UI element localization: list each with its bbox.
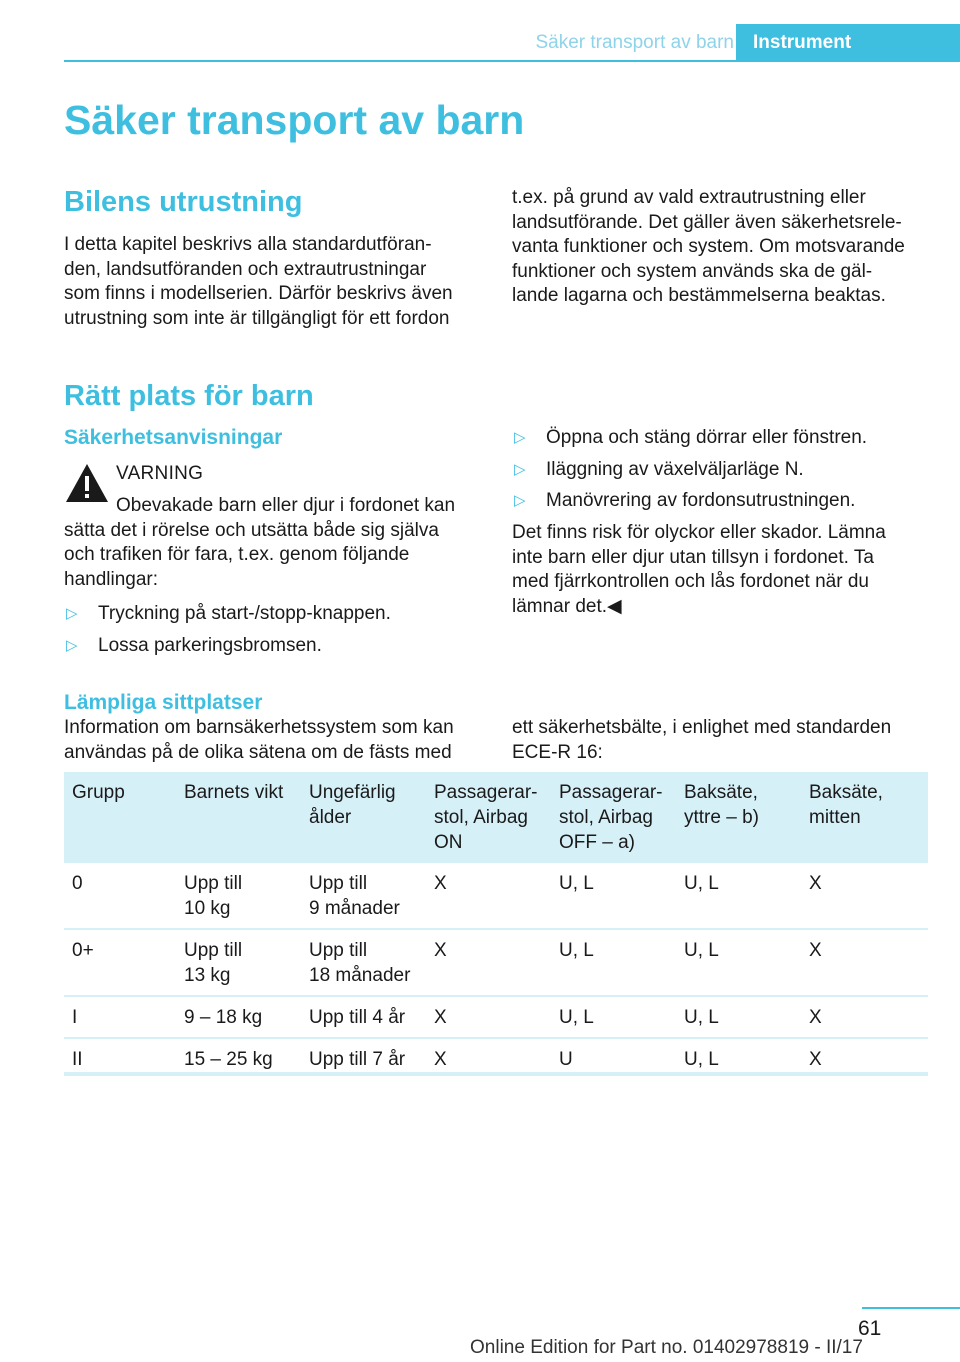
seating-table <box>64 772 928 1079</box>
header-divider <box>64 60 928 62</box>
text-line: funktioner och system används ska de gäl- <box>512 260 873 282</box>
table-header-row <box>64 772 928 863</box>
header-chapter-tab: Instrument <box>736 24 960 62</box>
warning-bullets-right <box>512 426 932 521</box>
seating-left-text <box>64 716 494 765</box>
list-item-text: Öppna och stäng dörrar eller fönstren. <box>546 427 868 448</box>
column-header: Ungefärlig ålder <box>301 772 426 863</box>
table-cell: X <box>426 863 551 929</box>
list-item <box>512 426 932 450</box>
warning-text <box>64 494 484 592</box>
triangle-bullet-icon: ▷ <box>66 605 78 622</box>
text-line: Det finns risk för olyckor eller skador. Lämna <box>512 522 886 543</box>
table-cell: Upp till 10 kg <box>176 863 301 929</box>
text-line: användas på de olika sätena om de fästs med <box>64 741 452 763</box>
table-cell: U, L <box>676 863 801 929</box>
triangle-bullet-icon: ▷ <box>514 429 526 446</box>
table-cell: I <box>64 996 176 1038</box>
text-line: ECE-R 16: <box>512 741 603 763</box>
text-line: vanta funktioner och system. Om motsvarande <box>512 236 905 257</box>
page-number-rule <box>862 1307 960 1309</box>
text-line: inte barn eller djur utan tillsyn i fordonet. Ta <box>512 546 874 568</box>
list-item-text: Tryckning på start-/stopp-knappen. <box>98 603 391 624</box>
column-header: Barnets vikt <box>176 772 301 863</box>
text-line: lämnar det.◀ <box>512 595 622 617</box>
list-item <box>64 634 484 658</box>
column-header: Passagerar- stol, Airbag OFF – a) <box>551 772 676 863</box>
table-cell: X <box>426 929 551 996</box>
text-line: handlingar: <box>64 568 159 590</box>
text-line: med fjärrkontrollen och lås fordonet när du <box>512 571 869 592</box>
table-cell: U, L <box>676 996 801 1038</box>
warning-closing-text <box>512 521 932 619</box>
table-cell: 15 – 25 kg <box>184 1049 273 1070</box>
table-cell: X <box>801 996 928 1038</box>
triangle-bullet-icon: ▷ <box>514 460 526 478</box>
footer-edition: Online Edition for Part no. 01402978819 - II/17 <box>470 1337 863 1358</box>
column-header: Baksäte, mitten <box>801 772 928 863</box>
table-cell: U, L <box>551 929 676 996</box>
equipment-left-text <box>64 233 484 331</box>
text-line: sätta det i rörelse och utsätta både sig själva <box>64 519 439 541</box>
column-header: Baksäte, yttre – b) <box>676 772 801 863</box>
header-section-title: Säker transport av barn <box>535 32 734 53</box>
table-cell: U, L <box>551 863 676 929</box>
text-line: utrustning som inte är tillgängligt för ett fordon <box>64 307 450 329</box>
page-title: Säker transport av barn <box>64 97 525 143</box>
table-cell: 0+ <box>64 929 176 996</box>
table-cell: U, L <box>684 1049 719 1070</box>
triangle-bullet-icon: ▷ <box>514 492 526 509</box>
table-row <box>64 929 928 996</box>
table-cell: X <box>809 1049 822 1070</box>
list-item-text: Lossa parkeringsbromsen. <box>98 634 322 656</box>
text-line: I detta kapitel beskrivs alla standardutföran- <box>64 234 432 255</box>
list-item-text: Manövrering av fordonsutrustningen. <box>546 490 856 511</box>
list-item-text: Iläggning av växelväljarläge N. <box>546 458 804 480</box>
text-line: lande lagarna och bestämmelserna beaktas. <box>512 285 886 306</box>
table-cell: Upp till 7 år <box>309 1049 406 1070</box>
table-cell: X <box>426 996 551 1038</box>
table-cell: Upp till 4 år <box>301 996 426 1038</box>
equipment-right-text <box>512 186 932 309</box>
warning-bullets-left <box>64 602 484 665</box>
table-cell: U, L <box>551 996 676 1038</box>
warning-label: VARNING <box>116 463 204 484</box>
list-item <box>64 602 484 626</box>
table-cell: X <box>801 863 928 929</box>
seating-heading: Lämpliga sittplatser <box>64 691 263 714</box>
table-cell: Upp till 9 månader <box>301 863 426 929</box>
text-line: Obevakade barn eller djur i fordonet kan <box>116 495 456 516</box>
column-header: Grupp <box>64 772 176 863</box>
text-line: landsutförande. Det gäller även säkerhetsrele- <box>512 211 902 233</box>
table-cell: II <box>72 1049 83 1070</box>
table-cell: X <box>801 929 928 996</box>
seating-right-text <box>512 716 932 765</box>
text-line: t.ex. på grund av vald extrautrustning eller <box>512 187 866 208</box>
column-header: Passagerar- stol, Airbag ON <box>426 772 551 863</box>
list-item <box>512 458 932 482</box>
text-line: som finns i modellserien. Därför beskrivs även <box>64 283 453 304</box>
table-bottom-rule <box>64 1072 928 1076</box>
text-line: och trafiken för fara, t.ex. genom följande <box>64 544 410 565</box>
table-row <box>64 863 928 929</box>
page-number: 61 <box>858 1317 882 1340</box>
text-line: den, landsutföranden och extrautrustningar <box>64 258 427 280</box>
safety-heading: Säkerhetsanvisningar <box>64 426 283 449</box>
table-cell: 0 <box>64 863 176 929</box>
table-cell: 9 – 18 kg <box>176 996 301 1038</box>
list-item <box>512 489 932 513</box>
table-cell: X <box>434 1049 447 1070</box>
table-cell: Upp till 18 månader <box>301 929 426 996</box>
table-row <box>64 996 928 1038</box>
right-place-heading: Rätt plats för barn <box>64 380 314 412</box>
table-cell: U, L <box>676 929 801 996</box>
table-cell: U <box>559 1049 573 1070</box>
text-line: ett säkerhetsbälte, i enlighet med standarden <box>512 717 892 738</box>
triangle-bullet-icon: ▷ <box>66 636 78 654</box>
text-line: Information om barnsäkerhetssystem som kan <box>64 717 454 738</box>
table-cell: Upp till 13 kg <box>176 929 301 996</box>
equipment-heading: Bilens utrustning <box>64 186 303 218</box>
